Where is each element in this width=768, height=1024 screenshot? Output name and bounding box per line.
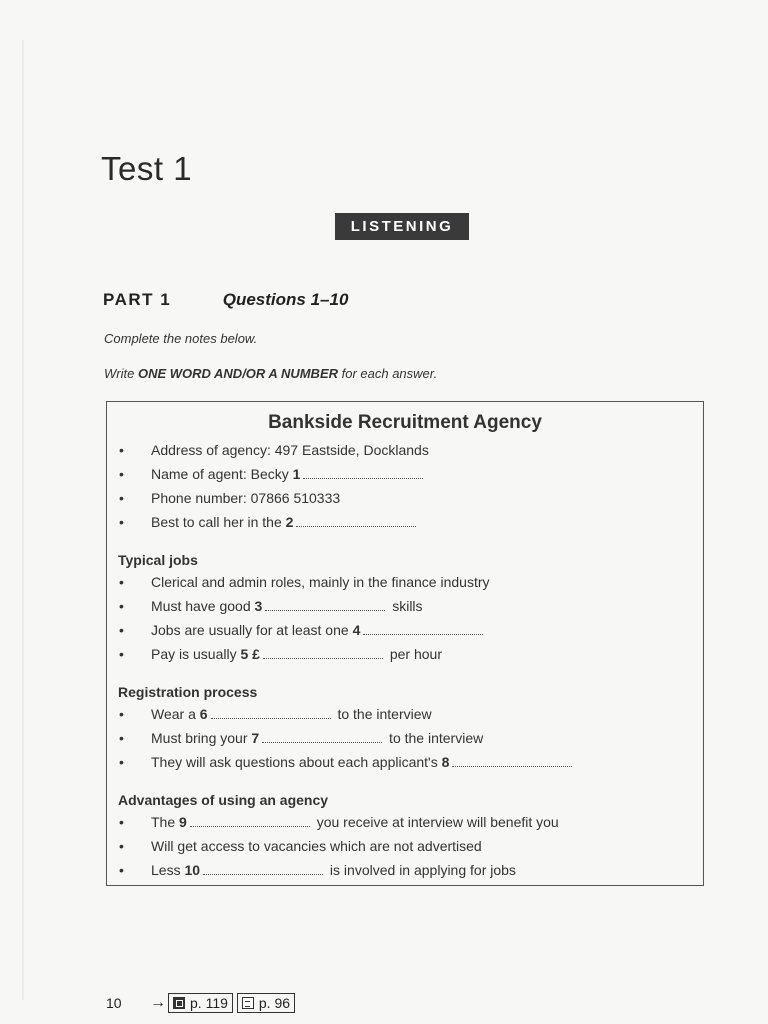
note-text: Clerical and admin roles, mainly in the finance industry: [151, 574, 490, 590]
note-line: [119, 514, 419, 530]
question-number: 5 £: [240, 646, 260, 662]
note-text-after: skills: [388, 598, 423, 614]
note-line: [119, 574, 490, 590]
note-text: Will get access to vacancies which are not advertised: [151, 838, 482, 854]
note-line: [119, 646, 442, 662]
note-text-after: per hour: [385, 646, 442, 662]
answer-gap[interactable]: [452, 756, 572, 767]
question-number: 6: [199, 706, 208, 722]
instruction-complete: Complete the notes below.: [104, 331, 258, 346]
note-text: Must bring your: [151, 730, 252, 746]
question-number: 2: [285, 514, 294, 530]
question-number: 9: [179, 814, 187, 830]
question-number: 4: [352, 622, 361, 638]
arrow-right-icon: →: [150, 994, 166, 1011]
instruction-write: [104, 366, 437, 381]
note-line: [119, 838, 482, 854]
note-text: Less: [151, 862, 185, 878]
note-text: Best to call her in the: [151, 514, 286, 530]
note-line: [119, 754, 575, 770]
section-heading: Advantages of using an agency: [118, 792, 329, 808]
note-line: [119, 730, 483, 746]
note-text-after: to the interview: [333, 706, 432, 722]
answer-gap[interactable]: [296, 516, 416, 527]
note-line: [119, 862, 516, 878]
note-text-after: is involved in applying for jobs: [326, 862, 516, 878]
notes-title: Bankside Recruitment Agency: [268, 412, 542, 433]
note-text: Must have good: [151, 598, 255, 614]
instruction-write-post: for each answer.: [338, 366, 438, 381]
answer-gap[interactable]: [262, 732, 382, 743]
note-line: [119, 466, 426, 482]
question-number: 7: [251, 730, 260, 746]
question-number: 1: [292, 466, 301, 482]
answer-gap[interactable]: [303, 468, 423, 479]
instruction-write-pre: Write: [104, 366, 138, 381]
note-line: [119, 490, 340, 506]
note-text: Name of agent: Becky: [151, 466, 293, 482]
answer-gap[interactable]: [263, 648, 383, 659]
page-number: 10: [106, 995, 122, 1011]
note-line: [119, 442, 429, 458]
question-number: 8: [441, 754, 450, 770]
part-label: PART 1: [103, 290, 172, 309]
bullet-icon: •: [119, 490, 124, 506]
note-line: [119, 622, 486, 638]
bullet-icon: •: [119, 466, 124, 482]
test-title: Test 1: [101, 150, 193, 187]
bullet-icon: •: [119, 646, 124, 662]
bullet-icon: •: [119, 598, 124, 614]
page-edge: [22, 40, 24, 1000]
note-text: Wear a: [151, 706, 200, 722]
bullet-icon: •: [119, 574, 124, 590]
note-text: The: [151, 814, 180, 830]
bullet-icon: •: [119, 754, 124, 770]
bullet-icon: •: [119, 862, 124, 878]
part-header: [103, 290, 348, 310]
audio-reference-page: p. 119: [190, 995, 228, 1011]
audio-icon: [173, 997, 185, 1009]
transcript-reference-link[interactable]: [237, 993, 295, 1013]
question-number: 3: [254, 598, 263, 614]
note-text-after: you receive at interview will benefit you: [312, 814, 559, 830]
transcript-reference-page: p. 96: [258, 995, 291, 1011]
audio-reference-link[interactable]: [168, 993, 233, 1013]
bullet-icon: •: [119, 838, 124, 854]
answer-gap[interactable]: [265, 600, 385, 611]
section-heading: Typical jobs: [118, 552, 198, 568]
note-line: [119, 598, 423, 614]
answer-gap[interactable]: [190, 816, 310, 827]
bullet-icon: •: [119, 442, 124, 458]
footer: [106, 993, 299, 1013]
bullet-icon: •: [119, 706, 124, 722]
bullet-icon: •: [119, 814, 124, 830]
section-badge: LISTENING: [335, 213, 469, 240]
book-icon: [242, 997, 254, 1009]
answer-gap[interactable]: [363, 624, 483, 635]
note-line: [119, 814, 559, 830]
instruction-write-bold: ONE WORD AND/OR A NUMBER: [137, 366, 338, 381]
bullet-icon: •: [119, 514, 124, 530]
note-text: Address of agency: 497 Eastside, Docklands: [151, 442, 429, 458]
question-number: 10: [184, 862, 201, 878]
answer-gap[interactable]: [203, 864, 323, 875]
note-text: Jobs are usually for at least one: [151, 622, 353, 638]
bullet-icon: •: [119, 730, 124, 746]
answer-gap[interactable]: [211, 708, 331, 719]
bullet-icon: •: [119, 622, 124, 638]
note-line: [119, 706, 432, 722]
note-text: They will ask questions about each applicant's: [151, 754, 442, 770]
notes-box: [106, 401, 704, 886]
note-text-after: to the interview: [385, 730, 484, 746]
questions-range: Questions 1–10: [222, 290, 349, 309]
note-text: Phone number: 07866 510333: [151, 490, 341, 506]
note-text: Pay is usually: [151, 646, 241, 662]
section-heading: Registration process: [118, 684, 258, 700]
